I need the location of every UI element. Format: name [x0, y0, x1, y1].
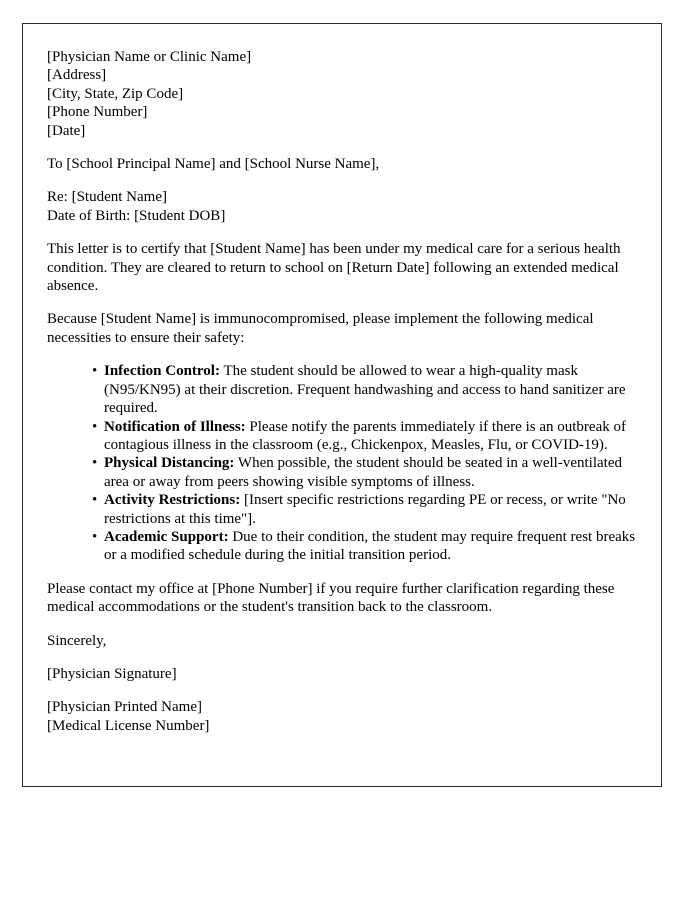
accommodation-text: The student should be allowed to wear a high-quality mask (N95/KN95) at their discretion. Frequent handwashing and access to hand sanitizer are required.: [104, 363, 626, 417]
list-item: [92, 454, 637, 491]
letter-body: [23, 24, 661, 735]
accommodation-text: [Insert specific restrictions regarding PE or recess, or write "No restrictions at this time"].: [104, 492, 626, 527]
sender-line-practice: [Physician Name or Clinic Name]: [47, 49, 252, 65]
document-page: [22, 23, 662, 787]
printed-name-line: [Physician Printed Name]: [47, 699, 202, 716]
valediction-block: [47, 632, 637, 650]
valediction-line: Sincerely,: [47, 632, 107, 649]
date-of-birth-line: Date of Birth: [Student DOB]: [47, 207, 226, 224]
contact-paragraph: Please contact my office at [Phone Number] if you require further clarification regarding these medical accommodations or the student's transition back to the classroom.: [47, 580, 615, 616]
subject-block: [47, 188, 637, 225]
signature-block: [47, 665, 637, 683]
accommodations-intro-paragraph: Because [Student Name] is immunocompromised, please implement the following medical necessities to ensure their safety:: [47, 311, 594, 346]
sender-line-phone: [Phone Number]: [47, 104, 148, 121]
accommodations-list: [47, 362, 637, 564]
accommodation-term: Academic Support:: [104, 528, 229, 545]
accommodation-text: Please notify the parents immediately if there is an outbreak of contagious illness in the classroom (e.g., Chickenpox, Measles, Flu, or COVID-19).: [104, 418, 626, 453]
accommodation-term: Notification of Illness:: [104, 418, 246, 435]
sender-address-block: [47, 48, 637, 140]
salutation-line: To [School Principal Name] and [School Nurse Name],: [47, 156, 380, 173]
list-item: [92, 362, 637, 417]
certification-paragraph: This letter is to certify that [Student Name] has been under my medical care for a serious health condition. They are cleared to return to school on [Return Date] following an extended medical absence.: [47, 241, 621, 295]
accommodation-term: Activity Restrictions:: [104, 492, 241, 509]
salutation-block: [47, 155, 637, 173]
sender-line-address: [Address]: [47, 67, 107, 84]
accommodation-term: Physical Distancing:: [104, 455, 235, 472]
accommodation-term: Infection Control:: [104, 363, 220, 380]
accommodation-text: When possible, the student should be seated in a well-ventilated area or away from peers showing visible symptoms of illness.: [104, 455, 622, 490]
re-line: Re: [Student Name]: [47, 189, 167, 206]
credentials-block: [47, 698, 637, 735]
list-item: [92, 491, 637, 528]
signature-placeholder: [Physician Signature]: [47, 665, 177, 682]
accommodation-text: Due to their condition, the student may require frequent rest breaks or a modified schedule during the initial transition period.: [104, 528, 636, 564]
license-number-line: [Medical License Number]: [47, 717, 210, 734]
list-item: [92, 418, 637, 455]
list-item: [92, 528, 637, 565]
sender-line-city-state-zip: [City, State, Zip Code]: [47, 85, 184, 102]
sender-line-date: [Date]: [47, 122, 86, 139]
